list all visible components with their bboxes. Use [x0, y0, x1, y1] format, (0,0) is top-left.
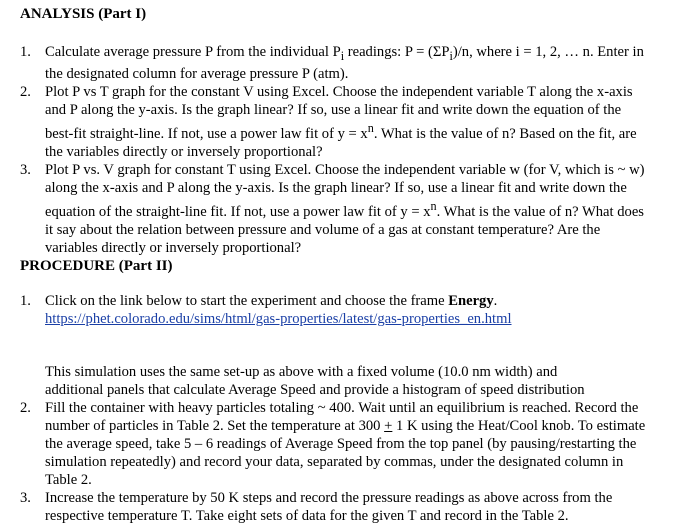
analysis-item-2	[0, 83, 700, 161]
procedure-item-2	[0, 399, 700, 489]
item-text: Calculate average pressure P from the individual P	[45, 44, 341, 60]
item-text: Increase the temperature by 50 K steps and record the pressure readings as above across from the respective temperature T. Take eight sets of data for the given T and record in the Table 2.	[45, 490, 613, 524]
item-number: 3.	[20, 161, 31, 178]
plus-minus-symbol: +	[384, 418, 393, 434]
item-number: 1.	[20, 44, 31, 60]
superscript-n: n	[430, 198, 437, 213]
item-text: Click on the link below to start the experiment and choose the frame	[45, 293, 449, 309]
procedure-list-intro	[0, 292, 700, 328]
item-text: . What is the value of n? Based on the fit, are the variables directly or inversely proportional?	[45, 125, 637, 160]
analysis-item-3	[0, 161, 700, 257]
item-number: 2.	[20, 83, 31, 100]
energy-frame-label: Energy	[448, 293, 494, 309]
subscript-i: i	[449, 48, 453, 63]
item-text: readings: P = (ΣP	[344, 44, 450, 60]
item-text: 1 K using the Heat/Cool knob. To estimate the average speed, take 5 – 6 readings of Average Speed from the top panel (by pausing/restarting the simulation repeatedly) and record your data, separated by commas, under the designated column in Table 2.	[45, 418, 646, 488]
procedure-heading: PROCEDURE (Part II)	[20, 258, 173, 274]
procedure-list	[0, 363, 700, 525]
item-text: .	[493, 293, 498, 309]
item-text: )/n, where i = 1, 2, … n. Enter in the designated column for average pressure P (atm).	[45, 44, 644, 82]
analysis-item-1	[0, 43, 700, 83]
item-text: Plot P vs T graph for the constant V using Excel. Choose the independent variable T along the x-axis and P along the y-axis. Is the graph linear? If so, use a linear fit and write down the equation of the best-fit straight-line. If not, use a power law fit of y = x	[45, 83, 633, 142]
superscript-n: n	[367, 120, 374, 135]
procedure-item-3	[0, 489, 700, 525]
subscript-i: i	[340, 48, 345, 63]
item-number: 3.	[20, 490, 31, 506]
item-number: 1.	[20, 293, 31, 309]
phet-simulation-link[interactable]: https://phet.colorado.edu/sims/html/gas-properties/latest/gas-properties_en.html	[45, 311, 512, 327]
analysis-heading: ANALYSIS (Part I)	[20, 6, 147, 22]
analysis-list	[0, 43, 700, 257]
procedure-item-1	[0, 292, 700, 328]
item-text: Fill the container with heavy particles totaling ~ 400. Wait until an equilibrium is reached. Record the number of particles in Table 2. Set the temperature at 300	[45, 400, 639, 434]
item-number: 2.	[20, 400, 31, 416]
procedure-paragraph	[0, 363, 700, 399]
item-text: Plot P vs. V graph for constant T using Excel. Choose the independent variable w (for V, which is ~ w) along the x-axis and P along the y-axis. Is the graph linear? If so, use a linear fit and write down the equation of the straight-line fit. If not, use a power law fit of y = x	[45, 161, 645, 220]
simulation-description: This simulation uses the same set-up as above with a fixed volume (10.0 nm width) and additional panels that calculate Average Speed and provide a histogram of speed distribution	[45, 364, 585, 398]
item-text: . What is the value of n? What does it say about the relation between pressure and volume of a gas at constant temperature? Are the variables directly or inversely proportional?	[45, 203, 644, 256]
